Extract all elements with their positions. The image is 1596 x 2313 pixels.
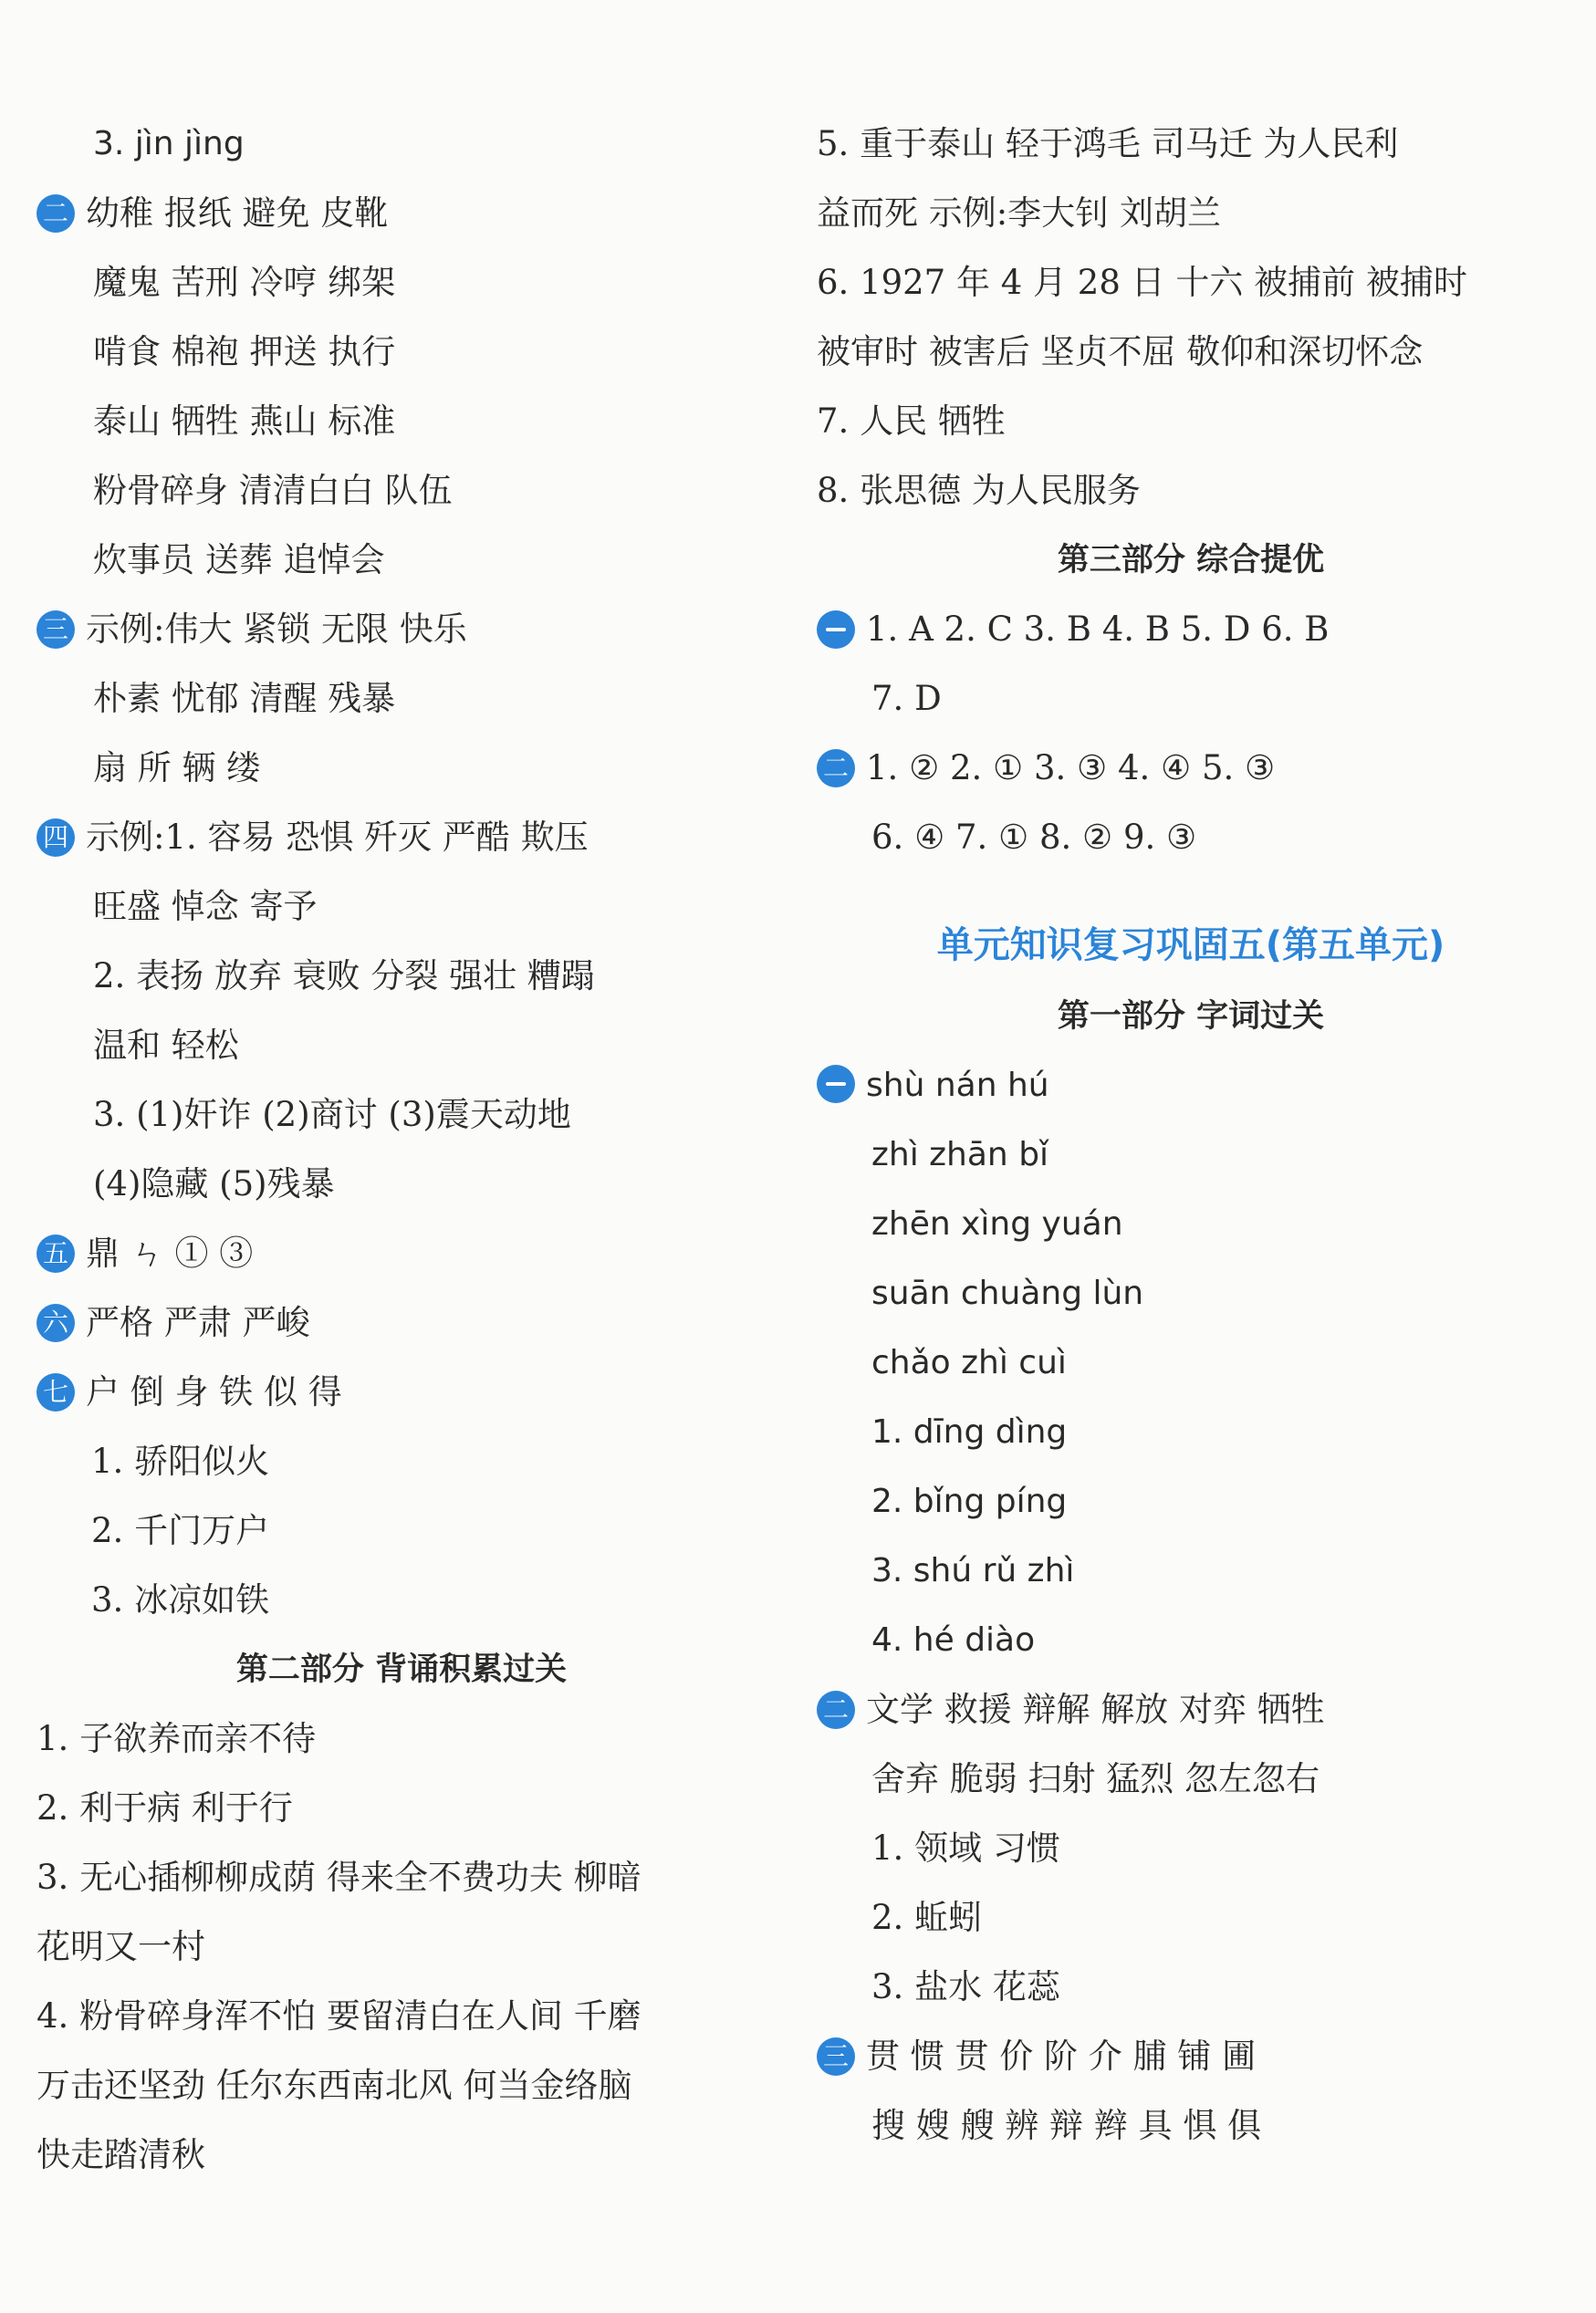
answer-line — [817, 1398, 1565, 1467]
answer-text: 3. shú rǔ zhì — [871, 1552, 1075, 1589]
answer-line — [37, 595, 767, 664]
right-column — [817, 109, 1565, 2161]
answer-line — [37, 1080, 767, 1150]
answer-line — [37, 248, 767, 318]
answer-text: 鼎 ㄣ ① ③ — [86, 1234, 254, 1273]
answer-text: 1. dīng dìng — [871, 1413, 1068, 1451]
answer-text: 4. 粉骨碎身浑不怕 要留清白在人间 千磨 — [37, 1996, 642, 2036]
answer-text: 温和 轻松 — [93, 1026, 239, 1065]
answer-line — [37, 1566, 767, 1635]
answer-text: 2. 利于病 利于行 — [37, 1788, 293, 1828]
answer-text: 粉骨碎身 清清白白 队伍 — [93, 471, 453, 510]
answer-line — [817, 387, 1565, 456]
answer-text: 1. 子欲养而亲不待 — [37, 1719, 317, 1758]
answer-line — [817, 664, 1565, 734]
answer-line — [817, 2091, 1565, 2161]
section-heading: 第二部分 背诵积累过关 — [235, 1651, 568, 1688]
answer-line — [817, 2022, 1565, 2091]
answer-line — [817, 595, 1565, 664]
answer-line — [817, 456, 1565, 526]
question-number-badge: 四 — [37, 818, 75, 857]
answer-text: 2. 千门万户 — [91, 1511, 270, 1550]
answer-line — [817, 318, 1565, 387]
answer-text: 魔鬼 苦刑 冷哼 绑架 — [93, 263, 396, 302]
answer-text: 7. 人民 牺牲 — [817, 401, 1006, 441]
answer-text: zhēn xìng yuán — [871, 1205, 1123, 1243]
answer-text: 7. D — [871, 679, 942, 718]
answer-line — [37, 872, 767, 942]
answer-text: 3. 无心插柳柳成荫 得来全不费功夫 柳暗 — [37, 1858, 642, 1897]
answer-text: 2. 表扬 放弃 衰败 分裂 强壮 糟蹋 — [93, 956, 595, 995]
answer-line — [817, 1606, 1565, 1675]
answer-line — [37, 1704, 767, 1774]
answer-text: 花明又一村 — [37, 1927, 205, 1966]
answer-line — [817, 1120, 1565, 1190]
answer-line — [37, 1358, 767, 1427]
answer-text: 1. A 2. C 3. B 4. B 5. D 6. B — [866, 610, 1330, 649]
answer-text: 3. 冰凉如铁 — [91, 1580, 270, 1620]
answer-line — [817, 734, 1565, 803]
answer-text: 啃食 棉袍 押送 执行 — [93, 332, 396, 371]
answer-text: 文学 救援 辩解 解放 对弈 牺牲 — [866, 1690, 1325, 1729]
answer-text: 贯 惯 贯 价 阶 介 脯 铺 圃 — [866, 2037, 1257, 2076]
answer-text: 泰山 牺牲 燕山 标准 — [93, 401, 396, 441]
answer-line — [37, 664, 767, 734]
answer-line — [37, 109, 767, 179]
answer-text: 益而死 示例:李大钊 刘胡兰 — [817, 193, 1221, 233]
answer-text: 2. bǐng píng — [871, 1483, 1068, 1520]
answer-line — [817, 1814, 1565, 1883]
answer-text: 1. 领域 习惯 — [871, 1829, 1060, 1868]
question-number-badge: 二 — [817, 1691, 855, 1729]
answer-line — [817, 1883, 1565, 1953]
answer-line — [37, 2120, 767, 2190]
answer-line — [37, 1912, 767, 1982]
answer-text: 旺盛 悼念 寄予 — [93, 887, 318, 926]
answer-text: 示例:伟大 紧锁 无限 快乐 — [86, 610, 467, 649]
answer-text: 朴素 忧郁 清醒 残暴 — [93, 679, 396, 718]
question-number-badge: 二 — [37, 194, 75, 233]
answer-text: 6. 1927 年 4 月 28 日 十六 被捕前 被捕时 — [817, 263, 1467, 302]
answer-line — [817, 1467, 1565, 1537]
answer-text: shù nán hú — [866, 1067, 1049, 1104]
answer-text: 示例:1. 容易 恐惧 歼灭 严酷 欺压 — [86, 818, 589, 857]
answer-text: 4. hé diào — [871, 1621, 1036, 1659]
question-number-badge: 六 — [37, 1304, 75, 1342]
answer-line — [37, 1150, 767, 1219]
answer-line — [817, 1259, 1565, 1328]
question-number-badge: 三 — [817, 2037, 855, 2076]
question-number-badge: 五 — [37, 1235, 75, 1273]
question-number-badge — [817, 1065, 855, 1103]
answer-text: 1. ② 2. ① 3. ③ 4. ④ 5. ③ — [866, 748, 1276, 787]
question-number-badge: 二 — [817, 749, 855, 787]
answer-text: 万击还坚劲 任尔东西南北风 何当金络脑 — [37, 2066, 632, 2105]
answer-line — [37, 1843, 767, 1912]
answer-text: 户 倒 身 铁 似 得 — [86, 1372, 342, 1412]
answer-line — [817, 1675, 1565, 1745]
answer-text: 搜 嫂 艘 辨 辩 辫 具 惧 俱 — [871, 2106, 1262, 2145]
answer-line — [817, 179, 1565, 248]
section-heading: 第一部分 字词过关 — [1057, 998, 1325, 1035]
question-number-badge: 七 — [37, 1373, 75, 1412]
answer-line — [37, 387, 767, 456]
answer-text: 6. ④ 7. ① 8. ② 9. ③ — [871, 818, 1197, 857]
answer-line — [37, 2051, 767, 2120]
answer-text: 2. 蚯蚓 — [871, 1898, 983, 1937]
answer-line — [817, 803, 1565, 872]
answer-line — [817, 1745, 1565, 1814]
answer-line — [817, 1190, 1565, 1259]
unit-title: 单元知识复习巩固五(第五单元) — [936, 924, 1445, 966]
section-heading: 第三部分 综合提优 — [1057, 542, 1325, 578]
answer-text: 5. 重于泰山 轻于鸿毛 司马迁 为人民利 — [817, 124, 1399, 163]
answer-text: zhì zhān bǐ — [871, 1136, 1049, 1173]
answer-line — [37, 1982, 767, 2051]
answer-line — [817, 248, 1565, 318]
answer-text: 舍弃 脆弱 扫射 猛烈 忽左忽右 — [871, 1759, 1320, 1798]
answer-text: 炊事员 送葬 追悼会 — [93, 540, 385, 579]
answer-line — [37, 1774, 767, 1843]
answer-line — [37, 1011, 767, 1080]
answer-text: chǎo zhì cuì — [871, 1344, 1067, 1381]
answer-line — [817, 1953, 1565, 2022]
answer-line — [37, 1288, 767, 1358]
answer-text: 严格 严肃 严峻 — [86, 1303, 310, 1342]
answer-line — [817, 109, 1565, 179]
answer-text: 扇 所 辆 缕 — [93, 748, 261, 787]
answer-line — [817, 1537, 1565, 1606]
answer-line — [37, 318, 767, 387]
answer-text: 快走踏清秋 — [37, 2135, 205, 2174]
answer-line — [37, 1496, 767, 1566]
answer-text: 3. jìn jìng — [93, 125, 245, 162]
answer-text: 8. 张思德 为人民服务 — [817, 471, 1141, 510]
question-number-badge — [817, 610, 855, 649]
answer-line — [37, 179, 767, 248]
answer-line — [37, 1427, 767, 1496]
question-number-badge: 三 — [37, 610, 75, 649]
answer-line — [817, 1051, 1565, 1120]
answer-text: (4)隐藏 (5)残暴 — [93, 1164, 335, 1203]
answer-line — [817, 1328, 1565, 1398]
answer-line — [37, 803, 767, 872]
left-column — [37, 109, 767, 2190]
answer-line — [37, 942, 767, 1011]
answer-text: 幼稚 报纸 避免 皮靴 — [86, 193, 389, 233]
answer-line — [37, 526, 767, 595]
answer-line — [37, 734, 767, 803]
answer-text: suān chuàng lùn — [871, 1275, 1144, 1312]
answer-text: 3. 盐水 花蕊 — [871, 1967, 1060, 2006]
answer-line — [37, 1219, 767, 1288]
answer-text: 3. (1)奸诈 (2)商讨 (3)震天动地 — [93, 1095, 571, 1134]
answer-text: 被审时 被害后 坚贞不屈 敬仰和深切怀念 — [817, 332, 1424, 371]
answer-line — [37, 456, 767, 526]
answer-text: 1. 骄阳似火 — [91, 1442, 270, 1481]
